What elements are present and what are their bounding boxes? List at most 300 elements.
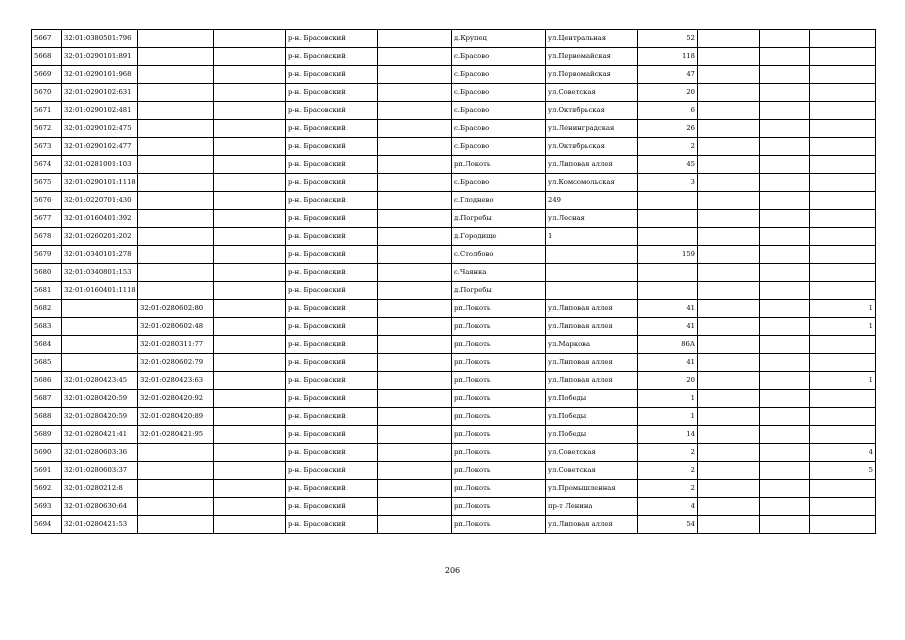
row-number-cell: 5679 <box>32 246 62 264</box>
cadastral-number-cell: 32:01:0280630:64 <box>62 498 138 516</box>
apartment-number-cell <box>810 498 876 516</box>
empty-cell <box>378 246 452 264</box>
row-number-cell: 5674 <box>32 156 62 174</box>
row-number-cell: 5687 <box>32 390 62 408</box>
district-cell: р-н. Брасовский <box>286 192 378 210</box>
locality-cell: с.Брасово <box>452 120 546 138</box>
empty-cell <box>214 102 286 120</box>
row-number-cell: 5682 <box>32 300 62 318</box>
empty-cell <box>760 120 810 138</box>
table-row <box>32 390 876 408</box>
district-cell: р-н. Брасовский <box>286 138 378 156</box>
empty-cell <box>698 48 760 66</box>
building-cadastral-number-cell <box>138 156 214 174</box>
district-cell: р-н. Брасовский <box>286 426 378 444</box>
cadastral-number-cell: 32:01:0280420:59 <box>62 390 138 408</box>
empty-cell <box>214 300 286 318</box>
house-number-cell: 20 <box>638 84 698 102</box>
table-row <box>32 282 876 300</box>
district-cell: р-н. Брасовский <box>286 336 378 354</box>
house-number-cell: 47 <box>638 66 698 84</box>
row-number-cell: 5683 <box>32 318 62 336</box>
apartment-number-cell <box>810 48 876 66</box>
row-number-cell: 5670 <box>32 84 62 102</box>
locality-cell: с.Брасово <box>452 138 546 156</box>
locality-cell: с.Столбово <box>452 246 546 264</box>
empty-cell <box>760 246 810 264</box>
building-cadastral-number-cell: 32:01:0280420:92 <box>138 390 214 408</box>
street-cell: ул.Липовая аллея <box>546 156 638 174</box>
empty-cell <box>698 102 760 120</box>
street-cell: ул.Победы <box>546 408 638 426</box>
building-cadastral-number-cell <box>138 138 214 156</box>
empty-cell <box>698 138 760 156</box>
empty-cell <box>378 354 452 372</box>
empty-cell <box>760 390 810 408</box>
cadastral-number-cell: 32:01:0290101:968 <box>62 66 138 84</box>
empty-cell <box>214 156 286 174</box>
locality-cell: рп.Локоть <box>452 318 546 336</box>
empty-cell <box>698 480 760 498</box>
district-cell: р-н. Брасовский <box>286 102 378 120</box>
table-row <box>32 318 876 336</box>
empty-cell <box>698 444 760 462</box>
empty-cell <box>378 408 452 426</box>
building-cadastral-number-cell: 32:01:0280602:48 <box>138 318 214 336</box>
empty-cell <box>214 246 286 264</box>
house-number-cell <box>638 282 698 300</box>
building-cadastral-number-cell <box>138 282 214 300</box>
house-number-cell: 14 <box>638 426 698 444</box>
locality-cell: д.Погребы <box>452 282 546 300</box>
empty-cell <box>698 174 760 192</box>
locality-cell: рп.Локоть <box>452 390 546 408</box>
empty-cell <box>214 462 286 480</box>
table-row <box>32 228 876 246</box>
empty-cell <box>378 102 452 120</box>
empty-cell <box>760 138 810 156</box>
building-cadastral-number-cell <box>138 84 214 102</box>
apartment-number-cell <box>810 228 876 246</box>
empty-cell <box>698 66 760 84</box>
empty-cell <box>760 66 810 84</box>
building-cadastral-number-cell <box>138 30 214 48</box>
table-row <box>32 192 876 210</box>
apartment-number-cell: 1 <box>810 300 876 318</box>
empty-cell <box>378 84 452 102</box>
apartment-number-cell: 1 <box>810 372 876 390</box>
empty-cell <box>378 228 452 246</box>
cadastral-number-cell: 32:01:0290102:477 <box>62 138 138 156</box>
locality-cell: с.Глоднево <box>452 192 546 210</box>
empty-cell <box>214 228 286 246</box>
locality-cell: рп.Локоть <box>452 498 546 516</box>
apartment-number-cell <box>810 120 876 138</box>
empty-cell <box>214 444 286 462</box>
street-cell: ул.Центральная <box>546 30 638 48</box>
cadastral-number-cell: 32:01:0280212:8 <box>62 480 138 498</box>
building-cadastral-number-cell <box>138 462 214 480</box>
apartment-number-cell: 5 <box>810 462 876 480</box>
cadastral-number-cell: 32:01:0290102:475 <box>62 120 138 138</box>
row-number-cell: 5677 <box>32 210 62 228</box>
row-number-cell: 5690 <box>32 444 62 462</box>
table-row <box>32 372 876 390</box>
street-cell <box>546 264 638 282</box>
district-cell: р-н. Брасовский <box>286 408 378 426</box>
apartment-number-cell <box>810 192 876 210</box>
locality-cell: с.Брасово <box>452 66 546 84</box>
district-cell: р-н. Брасовский <box>286 282 378 300</box>
building-cadastral-number-cell: 32:01:0280602:79 <box>138 354 214 372</box>
table-row <box>32 66 876 84</box>
street-cell: ул.Промышленная <box>546 480 638 498</box>
row-number-cell: 5685 <box>32 354 62 372</box>
empty-cell <box>760 498 810 516</box>
empty-cell <box>378 516 452 534</box>
empty-cell <box>378 372 452 390</box>
empty-cell <box>698 264 760 282</box>
empty-cell <box>378 300 452 318</box>
district-cell: р-н. Брасовский <box>286 228 378 246</box>
street-cell <box>546 246 638 264</box>
empty-cell <box>378 30 452 48</box>
empty-cell <box>378 282 452 300</box>
cadastral-number-cell <box>62 300 138 318</box>
building-cadastral-number-cell <box>138 480 214 498</box>
row-number-cell: 5688 <box>32 408 62 426</box>
empty-cell <box>698 462 760 480</box>
empty-cell <box>378 192 452 210</box>
empty-cell <box>698 228 760 246</box>
building-cadastral-number-cell <box>138 174 214 192</box>
table-row <box>32 300 876 318</box>
empty-cell <box>698 192 760 210</box>
empty-cell <box>698 318 760 336</box>
row-number-cell: 5671 <box>32 102 62 120</box>
table-row <box>32 30 876 48</box>
building-cadastral-number-cell <box>138 192 214 210</box>
empty-cell <box>214 336 286 354</box>
apartment-number-cell <box>810 480 876 498</box>
empty-cell <box>214 282 286 300</box>
empty-cell <box>760 372 810 390</box>
district-cell: р-н. Брасовский <box>286 480 378 498</box>
street-cell: ул.Лесная <box>546 210 638 228</box>
locality-cell: рп.Локоть <box>452 444 546 462</box>
cadastral-number-cell <box>62 354 138 372</box>
empty-cell <box>214 318 286 336</box>
empty-cell <box>760 408 810 426</box>
apartment-number-cell <box>810 336 876 354</box>
table-row <box>32 444 876 462</box>
table-row <box>32 84 876 102</box>
house-number-cell <box>638 210 698 228</box>
district-cell: р-н. Брасовский <box>286 498 378 516</box>
house-number-cell <box>638 192 698 210</box>
table-row <box>32 462 876 480</box>
apartment-number-cell <box>810 282 876 300</box>
house-number-cell: 41 <box>638 300 698 318</box>
house-number-cell: 2 <box>638 462 698 480</box>
row-number-cell: 5693 <box>32 498 62 516</box>
row-number-cell: 5673 <box>32 138 62 156</box>
house-number-cell: 1 <box>638 408 698 426</box>
row-number-cell: 5684 <box>32 336 62 354</box>
building-cadastral-number-cell: 32:01:0280421:95 <box>138 426 214 444</box>
table-row <box>32 138 876 156</box>
table-row <box>32 498 876 516</box>
empty-cell <box>214 372 286 390</box>
apartment-number-cell <box>810 390 876 408</box>
empty-cell <box>214 480 286 498</box>
table-row <box>32 48 876 66</box>
locality-cell: рп.Локоть <box>452 516 546 534</box>
empty-cell <box>760 48 810 66</box>
cadastral-number-cell: 32:01:0340101:278 <box>62 246 138 264</box>
house-number-cell: 52 <box>638 30 698 48</box>
apartment-number-cell <box>810 84 876 102</box>
district-cell: р-н. Брасовский <box>286 390 378 408</box>
empty-cell <box>760 102 810 120</box>
cadastral-number-cell: 32:01:0281001:103 <box>62 156 138 174</box>
district-cell: р-н. Брасовский <box>286 66 378 84</box>
empty-cell <box>760 444 810 462</box>
locality-cell: рп.Локоть <box>452 156 546 174</box>
street-cell: 249 <box>546 192 638 210</box>
empty-cell <box>760 84 810 102</box>
street-cell: 1 <box>546 228 638 246</box>
table-row <box>32 210 876 228</box>
empty-cell <box>378 210 452 228</box>
building-cadastral-number-cell <box>138 102 214 120</box>
district-cell: р-н. Брасовский <box>286 246 378 264</box>
cadastral-number-cell: 32:01:0290102:481 <box>62 102 138 120</box>
table-row <box>32 102 876 120</box>
locality-cell: с.Брасово <box>452 102 546 120</box>
locality-cell: с.Брасово <box>452 48 546 66</box>
house-number-cell: 118 <box>638 48 698 66</box>
empty-cell <box>378 480 452 498</box>
locality-cell: д.Городище <box>452 228 546 246</box>
apartment-number-cell <box>810 426 876 444</box>
district-cell: р-н. Брасовский <box>286 84 378 102</box>
empty-cell <box>378 462 452 480</box>
street-cell <box>546 282 638 300</box>
empty-cell <box>214 408 286 426</box>
street-cell: ул.Маркова <box>546 336 638 354</box>
empty-cell <box>760 282 810 300</box>
cadastral-number-cell: 32:01:0280603:36 <box>62 444 138 462</box>
apartment-number-cell <box>810 210 876 228</box>
empty-cell <box>760 210 810 228</box>
cadastral-number-cell: 32:01:0290101:891 <box>62 48 138 66</box>
table-row <box>32 408 876 426</box>
house-number-cell: 20 <box>638 372 698 390</box>
empty-cell <box>698 156 760 174</box>
empty-cell <box>760 516 810 534</box>
empty-cell <box>214 66 286 84</box>
locality-cell: д.Крупец <box>452 30 546 48</box>
street-cell: ул.Победы <box>546 390 638 408</box>
empty-cell <box>378 174 452 192</box>
locality-cell: рп.Локоть <box>452 354 546 372</box>
empty-cell <box>698 282 760 300</box>
empty-cell <box>214 30 286 48</box>
building-cadastral-number-cell <box>138 48 214 66</box>
table-row <box>32 336 876 354</box>
table-row <box>32 246 876 264</box>
empty-cell <box>698 246 760 264</box>
empty-cell <box>760 30 810 48</box>
row-number-cell: 5678 <box>32 228 62 246</box>
house-number-cell: 41 <box>638 354 698 372</box>
empty-cell <box>214 84 286 102</box>
house-number-cell: 45 <box>638 156 698 174</box>
building-cadastral-number-cell <box>138 210 214 228</box>
apartment-number-cell <box>810 156 876 174</box>
building-cadastral-number-cell <box>138 444 214 462</box>
street-cell: пр-т Ленина <box>546 498 638 516</box>
empty-cell <box>698 516 760 534</box>
street-cell: ул.Советская <box>546 462 638 480</box>
table-row <box>32 354 876 372</box>
empty-cell <box>214 390 286 408</box>
empty-cell <box>214 264 286 282</box>
empty-cell <box>214 210 286 228</box>
cadastral-number-cell: 32:01:0290102:631 <box>62 84 138 102</box>
building-cadastral-number-cell: 32:01:0280602:80 <box>138 300 214 318</box>
empty-cell <box>760 426 810 444</box>
street-cell: ул.Липовая аллея <box>546 516 638 534</box>
apartment-number-cell <box>810 264 876 282</box>
row-number-cell: 5694 <box>32 516 62 534</box>
district-cell: р-н. Брасовский <box>286 372 378 390</box>
street-cell: ул.Липовая аллея <box>546 318 638 336</box>
empty-cell <box>698 84 760 102</box>
cadastral-number-cell: 32:01:0160401:392 <box>62 210 138 228</box>
empty-cell <box>698 426 760 444</box>
empty-cell <box>378 120 452 138</box>
table-row <box>32 516 876 534</box>
street-cell: ул.Липовая аллея <box>546 354 638 372</box>
empty-cell <box>698 30 760 48</box>
table-row <box>32 156 876 174</box>
empty-cell <box>760 462 810 480</box>
cadastral-number-cell: 32:01:0290101:1118 <box>62 174 138 192</box>
street-cell: ул.Липовая аллея <box>546 372 638 390</box>
house-number-cell: 159 <box>638 246 698 264</box>
empty-cell <box>760 336 810 354</box>
district-cell: р-н. Брасовский <box>286 30 378 48</box>
locality-cell: рп.Локоть <box>452 336 546 354</box>
row-number-cell: 5676 <box>32 192 62 210</box>
table-row <box>32 174 876 192</box>
empty-cell <box>760 480 810 498</box>
table-row <box>32 480 876 498</box>
street-cell: ул.Октябрьская <box>546 138 638 156</box>
row-number-cell: 5672 <box>32 120 62 138</box>
house-number-cell: 2 <box>638 480 698 498</box>
house-number-cell: 86А <box>638 336 698 354</box>
empty-cell <box>378 156 452 174</box>
cadastral-number-cell: 32:01:0160401:1118 <box>62 282 138 300</box>
district-cell: р-н. Брасовский <box>286 264 378 282</box>
building-cadastral-number-cell <box>138 516 214 534</box>
locality-cell: с.Брасово <box>452 174 546 192</box>
house-number-cell: 2 <box>638 444 698 462</box>
district-cell: р-н. Брасовский <box>286 300 378 318</box>
empty-cell <box>698 300 760 318</box>
district-cell: р-н. Брасовский <box>286 444 378 462</box>
building-cadastral-number-cell <box>138 246 214 264</box>
cadastral-number-cell <box>62 336 138 354</box>
district-cell: р-н. Брасовский <box>286 120 378 138</box>
row-number-cell: 5668 <box>32 48 62 66</box>
row-number-cell: 5667 <box>32 30 62 48</box>
empty-cell <box>378 498 452 516</box>
cadastral-number-cell: 32:01:0280421:53 <box>62 516 138 534</box>
row-number-cell: 5680 <box>32 264 62 282</box>
empty-cell <box>214 426 286 444</box>
building-cadastral-number-cell <box>138 498 214 516</box>
empty-cell <box>698 354 760 372</box>
house-number-cell: 26 <box>638 120 698 138</box>
cadastral-number-cell: 32:01:0220701:430 <box>62 192 138 210</box>
house-number-cell: 41 <box>638 318 698 336</box>
empty-cell <box>760 354 810 372</box>
table-body <box>32 30 876 534</box>
cadastral-number-cell: 32:01:0280420:59 <box>62 408 138 426</box>
empty-cell <box>214 516 286 534</box>
house-number-cell: 1 <box>638 390 698 408</box>
house-number-cell: 4 <box>638 498 698 516</box>
locality-cell: с.Чаянка <box>452 264 546 282</box>
empty-cell <box>760 192 810 210</box>
street-cell: ул.Ленинградская <box>546 120 638 138</box>
building-cadastral-number-cell: 32:01:0280420:89 <box>138 408 214 426</box>
table-row <box>32 120 876 138</box>
district-cell: р-н. Брасовский <box>286 48 378 66</box>
empty-cell <box>214 174 286 192</box>
house-number-cell: 6 <box>638 102 698 120</box>
apartment-number-cell <box>810 246 876 264</box>
row-number-cell: 5689 <box>32 426 62 444</box>
empty-cell <box>214 498 286 516</box>
empty-cell <box>698 372 760 390</box>
row-number-cell: 5691 <box>32 462 62 480</box>
empty-cell <box>378 318 452 336</box>
empty-cell <box>698 408 760 426</box>
empty-cell <box>378 138 452 156</box>
building-cadastral-number-cell: 32:01:0280423:63 <box>138 372 214 390</box>
empty-cell <box>378 336 452 354</box>
building-cadastral-number-cell: 32:01:0280311:77 <box>138 336 214 354</box>
district-cell: р-н. Брасовский <box>286 318 378 336</box>
apartment-number-cell <box>810 408 876 426</box>
house-number-cell: 54 <box>638 516 698 534</box>
empty-cell <box>760 174 810 192</box>
cadastral-number-cell: 32:01:0280423:45 <box>62 372 138 390</box>
locality-cell: рп.Локоть <box>452 372 546 390</box>
street-cell: ул.Первомайская <box>546 48 638 66</box>
building-cadastral-number-cell <box>138 264 214 282</box>
house-number-cell <box>638 264 698 282</box>
empty-cell <box>760 228 810 246</box>
locality-cell: д.Погребы <box>452 210 546 228</box>
empty-cell <box>698 336 760 354</box>
empty-cell <box>760 156 810 174</box>
